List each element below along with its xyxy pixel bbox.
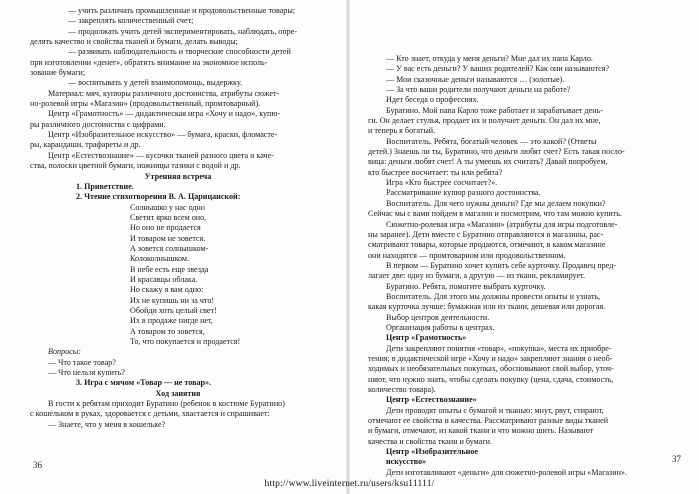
heading-lesson-course: Ход занятия	[155, 388, 201, 398]
materials-line: ры различного достоинства с цифрами.	[30, 119, 166, 129]
poem-line: Но скажу я вам одно:	[130, 285, 204, 295]
poem-line: Светит ярко всем оно,	[130, 212, 207, 222]
dialogue-line: детей.) Знаешь ли ты, Буратино, что деньги любят счет? Есть такая посло-	[368, 147, 625, 157]
page-number: 37	[672, 454, 681, 464]
poem-line: Обойди хоть целый свет!	[130, 305, 217, 315]
art-line: Дети изготавливают «деньги» для сюжетно-ролевой игры «Магазин».	[386, 467, 627, 477]
watermark-url: http://www.liveinternet.ru/users/ksu11111/	[264, 479, 435, 489]
dialogue-line: и теперь я богатый.	[368, 126, 436, 136]
poem-line: И товаром не зовется.	[130, 233, 206, 243]
poem-line: Их в продаже нигде нет,	[130, 316, 213, 326]
heading-morning-meeting: Утренняя встреча	[144, 171, 212, 181]
dialogue-line: лагает две: одну из бумаги, а другую — из ткани, рекламирует.	[368, 271, 586, 281]
question-line: — Что нельзя купить?	[48, 368, 125, 378]
nature-line: качества и свойства ткани и бумаги.	[368, 436, 493, 446]
poem-line: И красавцы облака.	[130, 274, 198, 284]
dialogue-line: — У вас есть деньги? У ваших родителей? Как они называются?	[386, 64, 610, 74]
center-art-heading: искусство»	[386, 457, 427, 467]
list-item: 2. Чтение стихотворения В. А. Царицанской:	[76, 192, 241, 202]
dialogue-line: — Мои сказочные деньги называются … (золотые).	[386, 74, 565, 84]
dialogue-line: Буратино. Мой папа Карло тоже работает и зарабатывает день-	[386, 105, 603, 115]
page-number: 36	[33, 460, 42, 470]
goal-line: зование бумаги;	[30, 68, 86, 78]
literacy-line: количество товара).	[368, 385, 436, 394]
poem-line: Колоколнышком.	[130, 254, 190, 264]
center-literacy-heading: Центр «Грамотность»	[386, 333, 467, 343]
goal-line: при изготовлении «денег», обратить внимание на экономное исполь-	[30, 57, 268, 67]
dialogue-line: Выбор центров деятельности.	[386, 312, 490, 322]
dialogue-line: какая курточка лучше: бумажная или из ткани, дешевая или дорогая.	[368, 302, 606, 312]
literacy-line: ходимых и необязательных покупках, обосновывают свой выбор, уточ-	[368, 364, 614, 374]
nature-line: отмечают ее свойства и качества. Рассматривают разные виды тканей	[368, 416, 609, 426]
literacy-line: тения; в дидактической игре «Хочу и надо» закрепляют знания о необ-	[368, 353, 613, 363]
center-art-heading: Центр «Изобразительное	[386, 447, 478, 457]
goal-line: — развивать наблюдательность и творческие способности детей	[68, 47, 291, 57]
poem-line: Но оно не продается	[130, 223, 201, 233]
materials-line: ры, карандаши, трафареты и др.	[30, 140, 141, 150]
dialogue-line: Идет беседа о профессиях.	[386, 95, 479, 105]
poem-line: В небе есть еще звезда	[130, 264, 209, 274]
goal-line: делять качество и свойства тканей и бумаги, делать выводы;	[30, 37, 238, 47]
dialogue-line: — За что ваши родители получают деньги на работе?	[386, 85, 571, 95]
dialogue-line: ны заранее). Дети вместе с Буратино отправляются в магазины, рас-	[368, 229, 604, 239]
goal-line: — закреплять количественный счет;	[68, 16, 194, 26]
right-text-column	[368, 54, 670, 478]
poem-line: А зовется солнышком-	[130, 243, 209, 253]
questions-label: Вопросы:	[48, 347, 81, 357]
lesson-line: — Знаете, что у меня в кошельке?	[48, 419, 166, 429]
lesson-line: В гости к ребятам приходит Буратино (ребенок в костюме Буратино)	[48, 399, 285, 409]
dialogue-line: вица: деньги любят счет! А ты умеешь их считать? Давай попробуем,	[368, 157, 608, 167]
goal-line: — учить различать промышленные и продовольственные товары;	[68, 6, 296, 15]
list-item: 3. Игра с мячом «Товар — не товар».	[76, 378, 212, 388]
dialogue-line: Воспитатель. Для чего нужны деньги? Где мы делаем покупки?	[386, 198, 606, 208]
question-line: — Что такое товар?	[48, 357, 116, 367]
dialogue-line: Сюжетно-ролевая игра «Магазин» (атрибуты для игры подготовле-	[386, 219, 618, 229]
dialogue-line: Воспитатель. Для этого мы должны провести опыты и узнать,	[386, 291, 601, 301]
left-page	[0, 0, 346, 494]
literacy-line: няют, что нужно знать, чтобы сделать покупку (цена, сдача, стоимость,	[368, 374, 614, 384]
materials-line: Центр «Грамотность» — дидактическая игра «Хочу и надо», купю-	[48, 109, 281, 119]
poem-line: То, что покупается и продается!	[130, 337, 241, 346]
poem-line: А товаром то зовется,	[130, 326, 205, 336]
center-nature-heading: Центр «Естествознание»	[386, 395, 477, 405]
goal-line: — продолжать учить детей экспериментировать, наблюдать, опре-	[68, 26, 298, 36]
materials-line: Материал: мяч, купюры различного достоинства, атрибуты сюжет-	[48, 88, 280, 98]
literacy-line: Дети закрепляют понятия «товар», «покупка», места их приобре-	[386, 343, 612, 353]
dialogue-line: кто быстрее посчитает: ты или ребята?	[368, 167, 503, 177]
dialogue-line: Сейчас мы с вами пойдем в магазин и посмотрим, что там можно купить.	[368, 209, 623, 219]
poem-line: Солнышко у нас одно	[130, 202, 205, 212]
left-text-column	[30, 6, 326, 430]
nature-line: Дети проводят опыты с бумагой и тканью: мнут, рвут, стирают,	[386, 405, 604, 415]
dialogue-line: Буратино. Ребята, помогите выбрать курточку.	[386, 281, 546, 291]
materials-line: ства, полоски цветной бумаги, ножницы тазики с водой и др.	[30, 161, 241, 171]
dialogue-line: ги. Он делает стулья, продает их и получает деньги. Он дал их мне,	[368, 116, 601, 126]
right-page	[350, 0, 699, 494]
goal-line: — воспитывать у детей взаимопомощь, выдержку.	[68, 78, 243, 88]
dialogue-line: — Кто знает, откуда у меня деньги? Мне дал их папа Карло.	[386, 54, 593, 63]
materials-line: Центр «Естествознание» — кусочки тканей разного цвета и каче-	[48, 150, 274, 160]
dialogue-line: Воспитатель. Ребята, богатый человек — это какой? (Ответы	[386, 136, 597, 146]
dialogue-line: они находятся — промтоварном или продовольственном.	[368, 250, 566, 260]
dialogue-line: Организация работы в центрах.	[386, 322, 495, 332]
poem-line: Их не купишь ни за что!	[130, 295, 215, 305]
dialogue-line: Рассматривание купюр разного достоинства.	[386, 188, 541, 198]
materials-line: Центр «Изобразительное искусство» — бумага, краски, фломасте-	[48, 130, 278, 140]
lesson-line: с кошельком в руках, здоровается с детьми, хвастается и спрашивает:	[30, 409, 270, 419]
nature-line: и бумаги, отмечают, из какой ткани и что можно шить. Называют	[368, 426, 594, 436]
dialogue-line: В первом — Буратино хочет купить себе курточку. Продавец пред-	[386, 260, 617, 270]
list-item: 1. Приветствие.	[76, 181, 134, 191]
dialogue-line: сматривают товары, которые продаются, отмечают, в каком магазине	[368, 240, 606, 250]
dialogue-line: Игра «Кто быстрее сосчитает?».	[386, 178, 498, 188]
materials-line: но-ролевой игры «Магазин» (продовольственный, промтоварный).	[30, 99, 261, 109]
